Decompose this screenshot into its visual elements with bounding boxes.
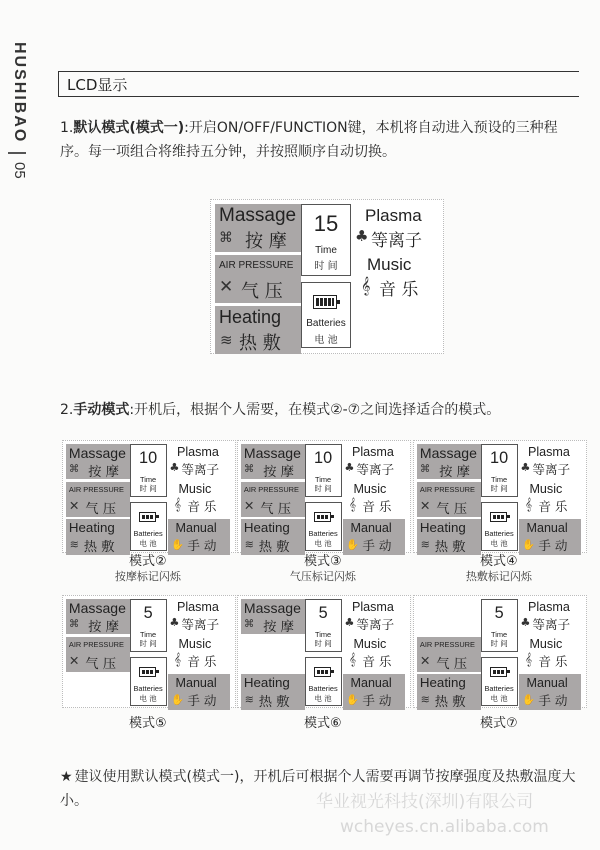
mode-lcd-4 (413, 440, 587, 556)
time-label: Time (315, 474, 332, 484)
air-pressure-icon: ✕ (419, 652, 431, 668)
time-label: Time (491, 474, 508, 484)
battery-display (481, 502, 518, 551)
time-label: Time (315, 629, 332, 639)
heating-label: Heating (419, 675, 466, 691)
music-label: Music (178, 481, 212, 496)
battery-display (481, 657, 518, 706)
mode-label: 模式⑤ (129, 716, 167, 731)
battery-display (305, 657, 342, 706)
time-display (305, 444, 342, 497)
massage-hands-icon: ⌘ (243, 463, 255, 476)
battery-level (142, 670, 154, 674)
heating-label: Heating (219, 307, 282, 327)
air-pressure-label-zh: 气 压 (85, 656, 117, 672)
music-note-icon: 𝄞 (174, 652, 181, 667)
battery-icon (490, 667, 508, 677)
watermark-company: 华业视光科技(深圳)有限公司 (316, 792, 534, 812)
air-pressure-indicator (66, 637, 130, 673)
battery-tip (331, 670, 334, 673)
mode-sub-label: 热敷标记闪烁 (465, 570, 532, 583)
music-label: Music (353, 636, 387, 651)
music-label-zh: 音 乐 (187, 498, 217, 514)
heat-wave-icon: ≋ (220, 331, 233, 349)
manual-label: Manual (350, 675, 392, 690)
music-label: Music (353, 481, 387, 496)
tree-icon: ♣ (520, 460, 531, 474)
batteries-label: Batteries (308, 683, 338, 693)
manual-label: Manual (350, 520, 392, 535)
massage-indicator (241, 444, 305, 480)
massage-indicator (241, 599, 305, 635)
battery-icon (314, 512, 332, 522)
para2-prefix: 2. (60, 402, 74, 418)
mode-label: 模式⑦ (480, 716, 518, 731)
music-label: Music (529, 481, 563, 496)
time-value: 5 (494, 604, 504, 623)
air-pressure-indicator (417, 482, 481, 518)
massage-indicator (66, 444, 130, 480)
time-label: Time (315, 245, 337, 256)
battery-tip (156, 515, 159, 518)
music-label-zh: 音 乐 (538, 498, 568, 514)
mode-label: 模式② (129, 554, 167, 569)
music-label-zh: 音 乐 (362, 498, 392, 514)
music-note-icon: 𝄞 (349, 652, 356, 667)
battery-level (317, 670, 329, 674)
mode-lcd-5 (62, 595, 236, 708)
heat-wave-icon: ≋ (69, 537, 79, 551)
time-label: Time (140, 629, 157, 639)
massage-hands-icon: ⌘ (68, 463, 80, 476)
manual-label-zh: 手 动 (187, 693, 217, 709)
battery-icon (313, 295, 337, 309)
hand-icon: ✋ (346, 538, 359, 551)
air-pressure-label: AIR PRESSURE (68, 640, 124, 650)
air-pressure-label: AIR PRESSURE (219, 260, 294, 271)
battery-level (142, 515, 154, 519)
mode-sub-label: 按摩标记闪烁 (114, 570, 181, 583)
air-pressure-label-zh: 气 压 (241, 281, 283, 302)
massage-label: Massage (419, 444, 477, 461)
air-pressure-label-zh: 气 压 (260, 501, 292, 517)
note-text: 建议使用默认模式(模式一)，开机后可根据个人需要再调节按摩强度及热敷温度大小。 (60, 769, 576, 809)
mode-lcd-3 (237, 440, 411, 556)
heating-label-zh: 热 敷 (83, 540, 115, 556)
plasma-label: Plasma (176, 445, 219, 460)
batteries-label: Batteries (133, 528, 163, 538)
time-display (130, 444, 167, 497)
massage-hands-icon: ⌘ (243, 618, 255, 631)
music-label-zh: 音 乐 (538, 653, 568, 669)
page-number: 05 (11, 162, 28, 179)
battery-display (301, 282, 351, 348)
battery-display (130, 657, 167, 706)
music-note-icon: 𝄞 (525, 652, 532, 667)
brand-vertical: HUSHIBAO (11, 42, 28, 144)
massage-label-zh: 按 摩 (439, 464, 470, 480)
air-pressure-label: AIR PRESSURE (419, 640, 475, 650)
air-pressure-icon: ✕ (419, 497, 431, 513)
time-display (305, 599, 342, 652)
massage-label: Massage (243, 444, 301, 461)
batteries-label: Batteries (133, 683, 163, 693)
air-pressure-icon: ✕ (243, 497, 255, 513)
para1-heading: 默认模式(模式一) (73, 120, 185, 136)
time-label-zh: 时 间 (139, 639, 157, 649)
time-value: 10 (490, 449, 509, 468)
battery-tip (337, 300, 340, 305)
air-pressure-label-zh: 气 压 (85, 501, 117, 517)
hand-icon: ✋ (171, 538, 184, 551)
massage-label: Massage (219, 205, 297, 226)
heating-label: Heating (243, 520, 290, 536)
time-value: 10 (139, 449, 158, 468)
massage-indicator (215, 204, 301, 252)
para2-body: :开机后，根据个人需要，在模式②-⑦之间选择适合的模式。 (129, 402, 501, 418)
manual-label-zh: 手 动 (538, 693, 568, 709)
plasma-label-zh: 等离子 (181, 617, 220, 633)
massage-label-zh: 按 摩 (263, 619, 294, 635)
time-label-zh: 时 间 (314, 639, 332, 649)
plasma-label: Plasma (527, 600, 570, 615)
plasma-label: Plasma (365, 206, 422, 225)
mode-label: 模式⑥ (304, 716, 342, 731)
hand-icon: ✋ (171, 693, 184, 706)
watermark-url: wcheyes.cn.alibaba.com (340, 817, 549, 837)
plasma-label-zh: 等离子 (356, 462, 395, 478)
mode-lcd-7 (413, 595, 587, 711)
tree-icon: ♣ (169, 460, 180, 474)
heating-label: Heating (68, 520, 115, 536)
massage-hands-icon: ⌘ (219, 230, 233, 246)
massage-indicator (417, 444, 481, 480)
heating-indicator (417, 674, 481, 710)
massage-label-zh: 按 摩 (245, 231, 287, 252)
batteries-label-zh: 电 池 (139, 539, 157, 549)
section-title: LCD显示 (67, 76, 128, 94)
battery-icon (490, 512, 508, 522)
manual-label-zh: 手 动 (187, 538, 217, 554)
plasma-label: Plasma (176, 600, 219, 615)
batteries-label-zh: 电 池 (314, 539, 332, 549)
mode-label: 模式③ (304, 554, 342, 569)
batteries-label-zh: 电 池 (314, 335, 338, 346)
para2-heading: 手动模式 (73, 402, 130, 418)
heating-label-zh: 热 敷 (258, 540, 290, 556)
battery-level (493, 670, 505, 674)
mode-label: 模式④ (480, 554, 518, 569)
mode-sub-label: 气压标记闪烁 (289, 570, 356, 583)
heat-wave-icon: ≋ (244, 537, 254, 551)
air-pressure-label: AIR PRESSURE (419, 485, 475, 495)
music-label: Music (367, 255, 412, 274)
heating-indicator (241, 674, 305, 710)
battery-icon (139, 512, 157, 522)
time-display (301, 204, 351, 276)
tree-icon: ♣ (344, 615, 355, 629)
massage-label: Massage (68, 444, 126, 461)
massage-label: Massage (243, 599, 301, 616)
heat-wave-icon: ≋ (244, 692, 254, 706)
tree-icon: ♣ (355, 227, 369, 245)
plasma-label-zh: 等离子 (532, 617, 571, 633)
battery-icon (139, 667, 157, 677)
massage-label-zh: 按 摩 (88, 619, 119, 635)
time-label-zh: 时 间 (139, 484, 157, 494)
para1-prefix: 1. (60, 120, 74, 136)
air-pressure-icon: ✕ (68, 497, 80, 513)
time-display (481, 444, 518, 497)
air-pressure-indicator (241, 482, 305, 518)
hand-icon: ✋ (346, 693, 359, 706)
air-pressure-icon: ✕ (219, 277, 234, 297)
time-value: 10 (314, 449, 333, 468)
air-pressure-label-zh: 气 压 (436, 656, 468, 672)
batteries-label: Batteries (484, 528, 514, 538)
massage-hands-icon: ⌘ (419, 463, 431, 476)
music-label-zh: 音 乐 (379, 280, 419, 300)
massage-label: Massage (68, 599, 126, 616)
main-lcd-diagram (210, 199, 444, 354)
time-label-zh: 时 间 (490, 639, 508, 649)
heating-label-zh: 热 敷 (434, 540, 466, 556)
music-note-icon: 𝄞 (174, 497, 181, 512)
battery-tip (156, 670, 159, 673)
battery-display (130, 502, 167, 551)
mode-lcd-6 (237, 595, 411, 711)
time-display (130, 599, 167, 652)
air-pressure-label: AIR PRESSURE (243, 485, 299, 495)
brand-divider (8, 152, 26, 154)
heating-label: Heating (419, 520, 466, 536)
heat-wave-icon: ≋ (420, 537, 430, 551)
massage-hands-icon: ⌘ (68, 618, 80, 631)
battery-icon (314, 667, 332, 677)
tree-icon: ♣ (520, 615, 531, 629)
manual-label: Manual (175, 675, 217, 690)
batteries-label-zh: 电 池 (139, 694, 157, 704)
time-value: 15 (313, 211, 339, 236)
manual-label: Manual (175, 520, 217, 535)
plasma-label-zh: 等离子 (532, 462, 571, 478)
batteries-label-zh: 电 池 (314, 694, 332, 704)
hand-icon: ✋ (522, 538, 535, 551)
battery-level (493, 515, 505, 519)
manual-label-zh: 手 动 (362, 693, 392, 709)
music-label: Music (178, 636, 212, 651)
manual-indicator (168, 674, 230, 710)
massage-label-zh: 按 摩 (263, 464, 294, 480)
hand-icon: ✋ (522, 693, 535, 706)
heating-indicator (215, 306, 301, 354)
section-header (58, 71, 579, 97)
massage-label-zh: 按 摩 (88, 464, 119, 480)
plasma-label: Plasma (351, 445, 394, 460)
music-note-icon: 𝄞 (525, 497, 532, 512)
time-value: 5 (143, 604, 153, 623)
manual-indicator (343, 674, 405, 710)
plasma-label-zh: 等离子 (181, 462, 220, 478)
music-label-zh: 音 乐 (362, 653, 392, 669)
plasma-label: Plasma (351, 600, 394, 615)
battery-level (316, 298, 334, 306)
manual-label-zh: 手 动 (362, 538, 392, 554)
heat-wave-icon: ≋ (420, 692, 430, 706)
manual-label-zh: 手 动 (538, 538, 568, 554)
batteries-label-zh: 电 池 (490, 539, 508, 549)
music-note-icon: 𝄞 (349, 497, 356, 512)
heating-label-zh: 热 敷 (434, 695, 466, 711)
time-label-zh: 时 间 (314, 484, 332, 494)
air-pressure-label: AIR PRESSURE (68, 485, 124, 495)
time-display (481, 599, 518, 652)
air-pressure-indicator (66, 482, 130, 518)
star-icon: ★ (60, 769, 73, 785)
paragraph-default-mode (60, 116, 580, 164)
heating-label-zh: 热 敷 (239, 333, 281, 354)
plasma-label: Plasma (527, 445, 570, 460)
mode-lcd-2 (62, 440, 236, 556)
manual-label: Manual (526, 520, 568, 535)
batteries-label: Batteries (484, 683, 514, 693)
plasma-label-zh: 等离子 (371, 231, 422, 251)
batteries-label-zh: 电 池 (490, 694, 508, 704)
air-pressure-label-zh: 气 压 (436, 501, 468, 517)
time-label-zh: 时 间 (314, 261, 338, 272)
heating-label: Heating (243, 675, 290, 691)
music-label-zh: 音 乐 (187, 653, 217, 669)
batteries-label: Batteries (308, 528, 338, 538)
paragraph-manual-mode (60, 398, 580, 422)
air-pressure-icon: ✕ (68, 652, 80, 668)
air-pressure-indicator (417, 637, 481, 673)
time-label: Time (140, 474, 157, 484)
battery-tip (507, 515, 510, 518)
battery-tip (331, 515, 334, 518)
heating-label-zh: 热 敷 (258, 695, 290, 711)
massage-indicator (66, 599, 130, 635)
para1-body: :开启ON/OFF/FUNCTION键，本机将自动进入预设的三种程序。每一项组合将维持五分钟，并按照顺序自动切换。 (60, 120, 558, 160)
time-label-zh: 时 间 (490, 484, 508, 494)
battery-level (317, 515, 329, 519)
tree-icon: ♣ (169, 615, 180, 629)
air-pressure-indicator (215, 255, 301, 303)
tree-icon: ♣ (344, 460, 355, 474)
manual-label: Manual (526, 675, 568, 690)
time-label: Time (491, 629, 508, 639)
plasma-label-zh: 等离子 (356, 617, 395, 633)
manual-indicator (519, 674, 581, 710)
music-note-icon: 𝄞 (361, 276, 371, 295)
time-value: 5 (318, 604, 328, 623)
battery-tip (507, 670, 510, 673)
battery-display (305, 502, 342, 551)
batteries-label: Batteries (306, 318, 346, 329)
music-label: Music (529, 636, 563, 651)
